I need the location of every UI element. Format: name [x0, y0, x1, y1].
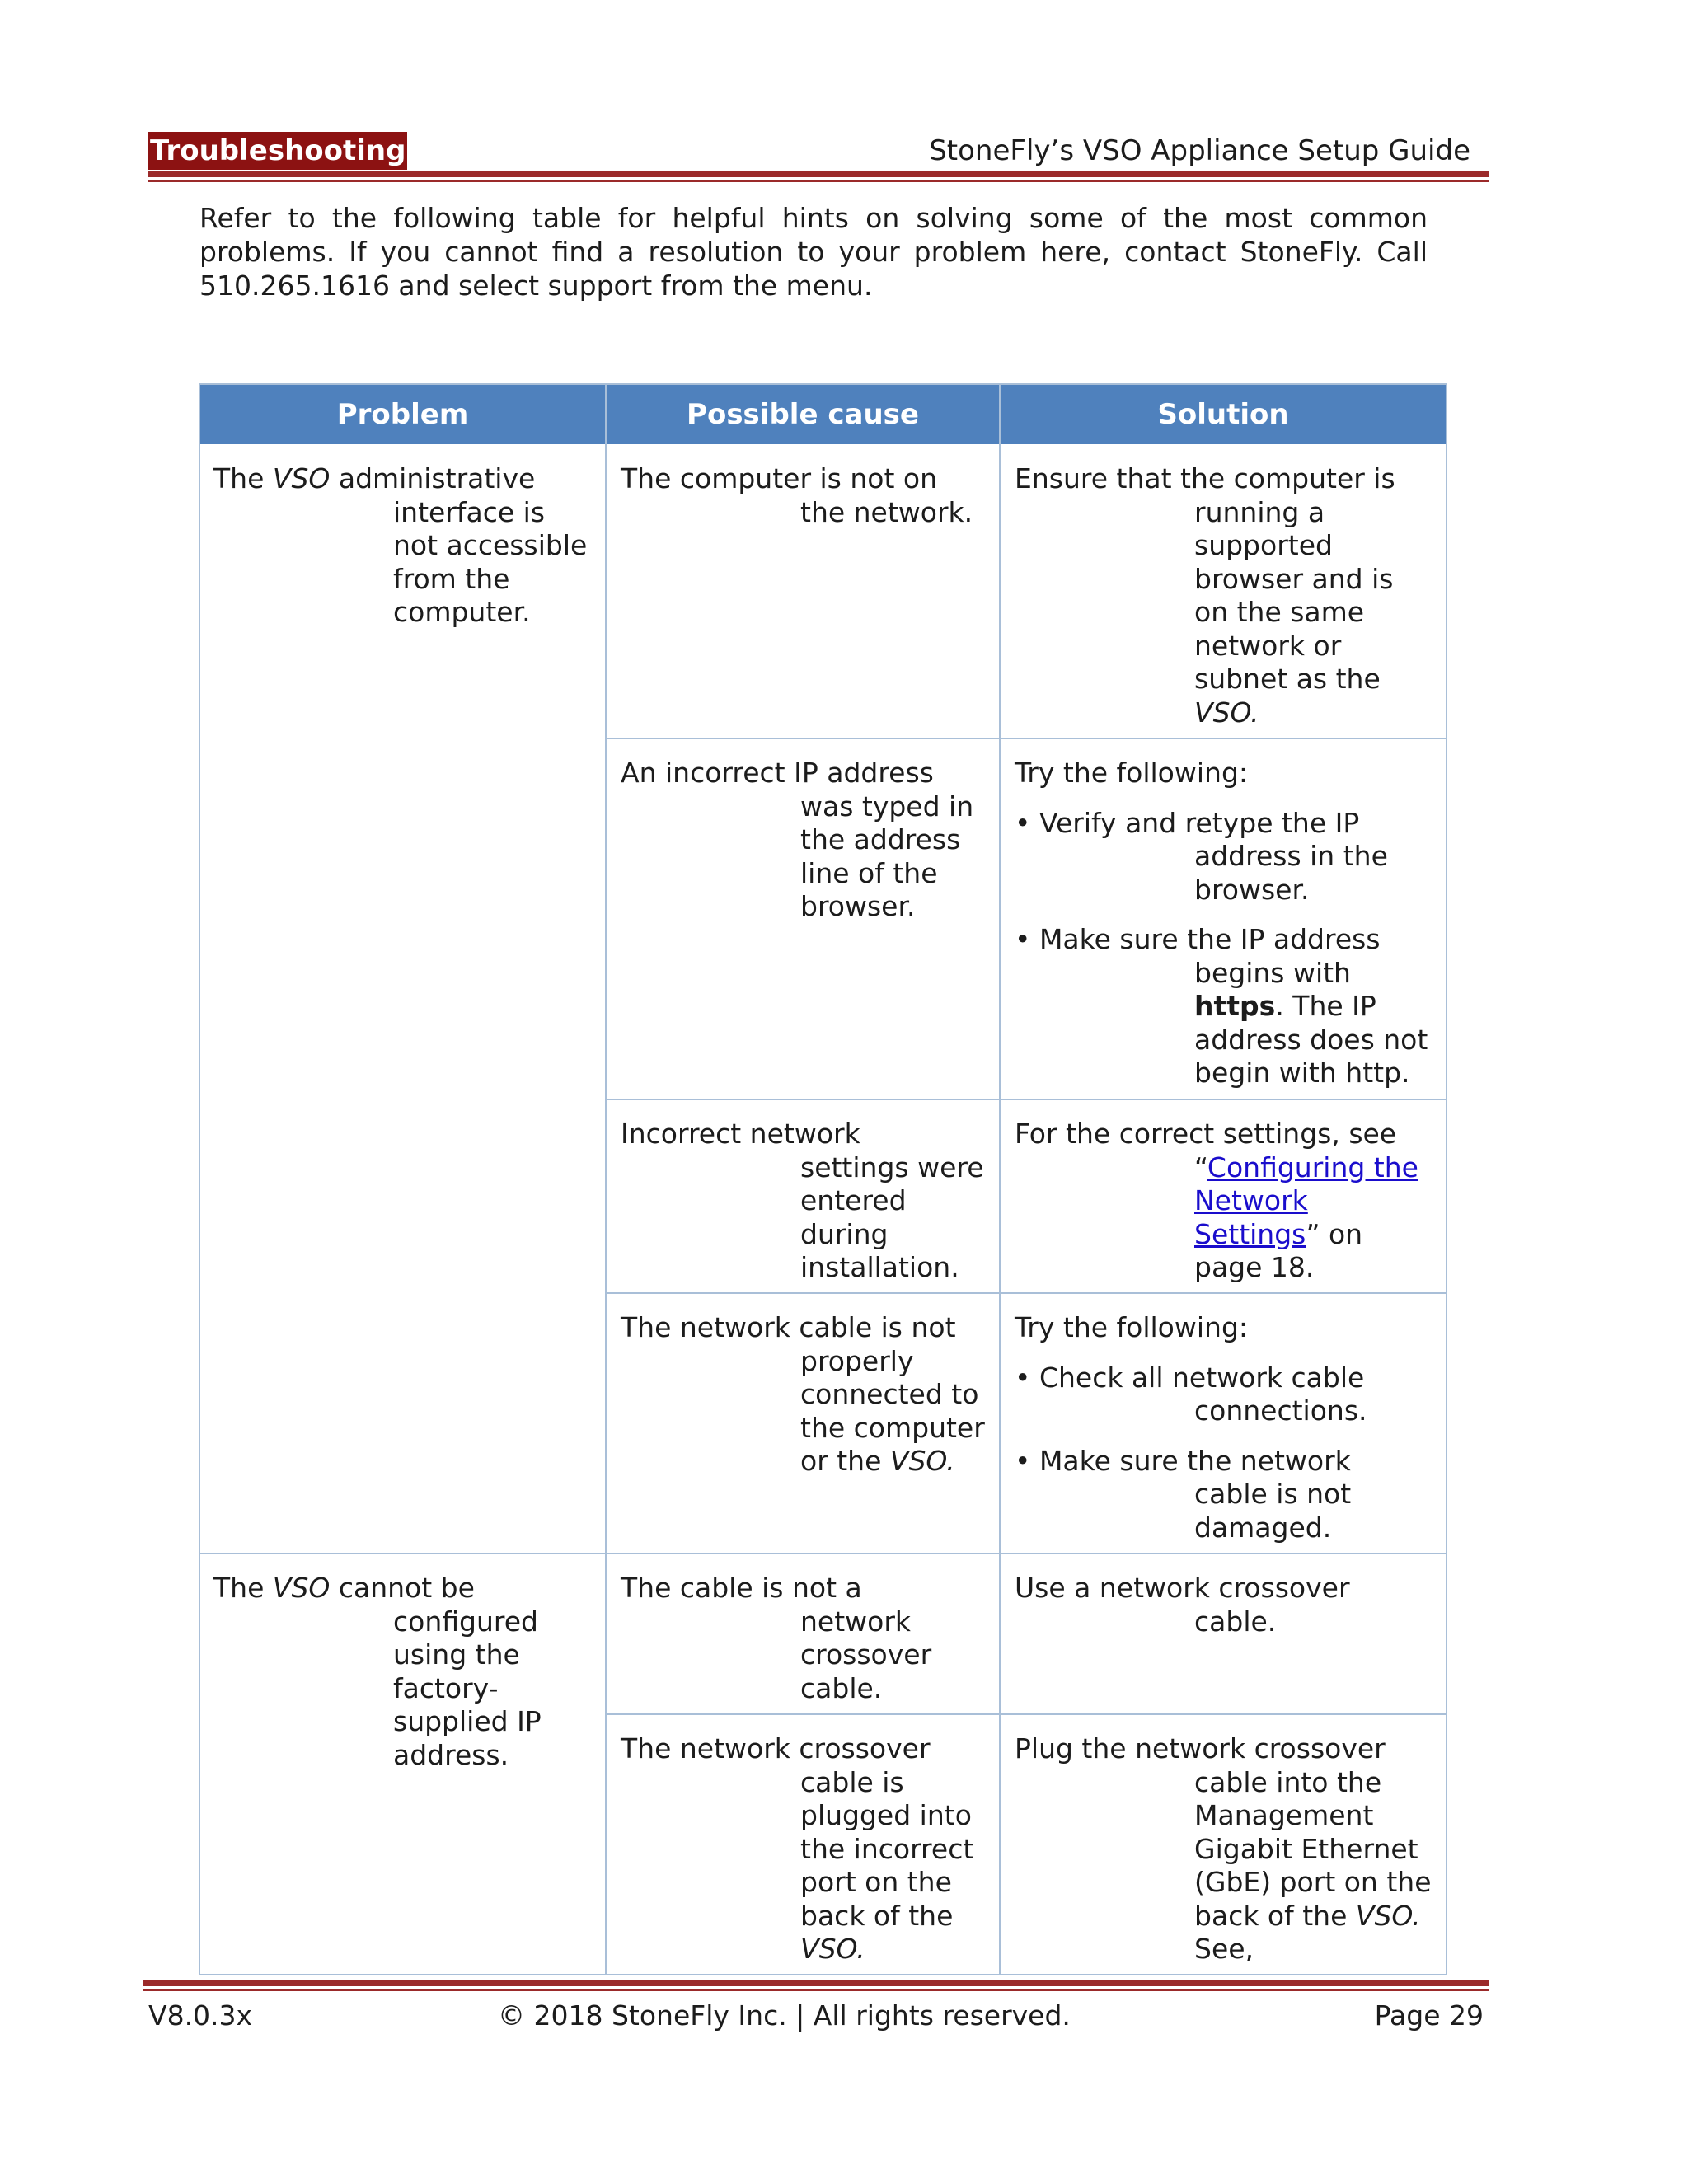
configuring-network-settings-link[interactable]: Configuring the Network Settings	[1194, 1151, 1418, 1250]
cause-cell: Incorrect network settings were entered during installation.	[621, 1118, 984, 1283]
guide-title: StoneFly’s VSO Appliance Setup Guide	[929, 134, 1470, 167]
row-divider	[605, 738, 1446, 739]
row-divider	[605, 1099, 1446, 1100]
solution-cell: Use a network crossover cable.	[1015, 1572, 1350, 1638]
solution-cell: Try the following: • Verify and retype the IP address in the browser. • Make sure the IP address begins with https. The IP address does not begin with http.	[1015, 757, 1428, 1089]
cause-cell: An incorrect IP address was typed in the address line of the browser.	[621, 757, 974, 922]
cause-cell: The network cable is not properly connected to the computer or the VSO.	[621, 1311, 985, 1477]
cause-cell: The computer is not on the network.	[621, 462, 973, 528]
header-rule-thin	[148, 180, 1489, 182]
row-divider	[200, 1553, 1446, 1554]
solution-cell: Plug the network crossover cable into the Management Gigabit Ethernet (GbE) port on the back of the VSO. See,	[1015, 1732, 1432, 1965]
header-solution: Solution	[1157, 398, 1289, 431]
cause-cell: The network crossover cable is plugged into the incorrect port on the back of the VSO.	[621, 1732, 974, 1965]
header-possible-cause: Possible cause	[687, 398, 919, 431]
footer-page-number: Page 29	[1374, 1999, 1484, 2032]
footer-rule	[143, 1980, 1489, 1986]
solution-cell: Ensure that the computer is running a supported browser and is on the same network or subnet as the VSO.	[1015, 462, 1395, 729]
row-divider	[605, 1292, 1446, 1294]
footer-version: V8.0.3x	[148, 1999, 253, 2032]
column-divider	[605, 385, 607, 1974]
footer-rule-thin	[143, 1989, 1489, 1991]
footer-copyright: © 2018 StoneFly Inc. | All rights reserved.	[498, 1999, 1071, 2032]
column-divider	[999, 385, 1001, 1974]
row-divider	[605, 1713, 1446, 1715]
header-rule	[148, 171, 1489, 177]
problem-cell: The VSO cannot be configured using the factory-supplied IP address.	[213, 1572, 542, 1771]
problem-cell: The VSO administrative interface is not accessible from the computer.	[213, 462, 588, 628]
section-label: Troubleshooting	[148, 132, 407, 170]
cause-cell: The cable is not a network crossover cable.	[621, 1572, 932, 1704]
intro-paragraph: Refer to the following table for helpful hints on solving some of the most common problems. If you cannot find a resolution to your problem here, contact StoneFly. Call 510.265.1616 and select support from the menu.	[199, 202, 1428, 302]
solution-cell: For the correct settings, see “Configuring the Network Settings” on page 18.	[1015, 1118, 1418, 1283]
solution-cell: Try the following: • Check all network cable connections. • Make sure the network cable is not damaged.	[1015, 1311, 1367, 1544]
header-problem: Problem	[336, 398, 469, 431]
